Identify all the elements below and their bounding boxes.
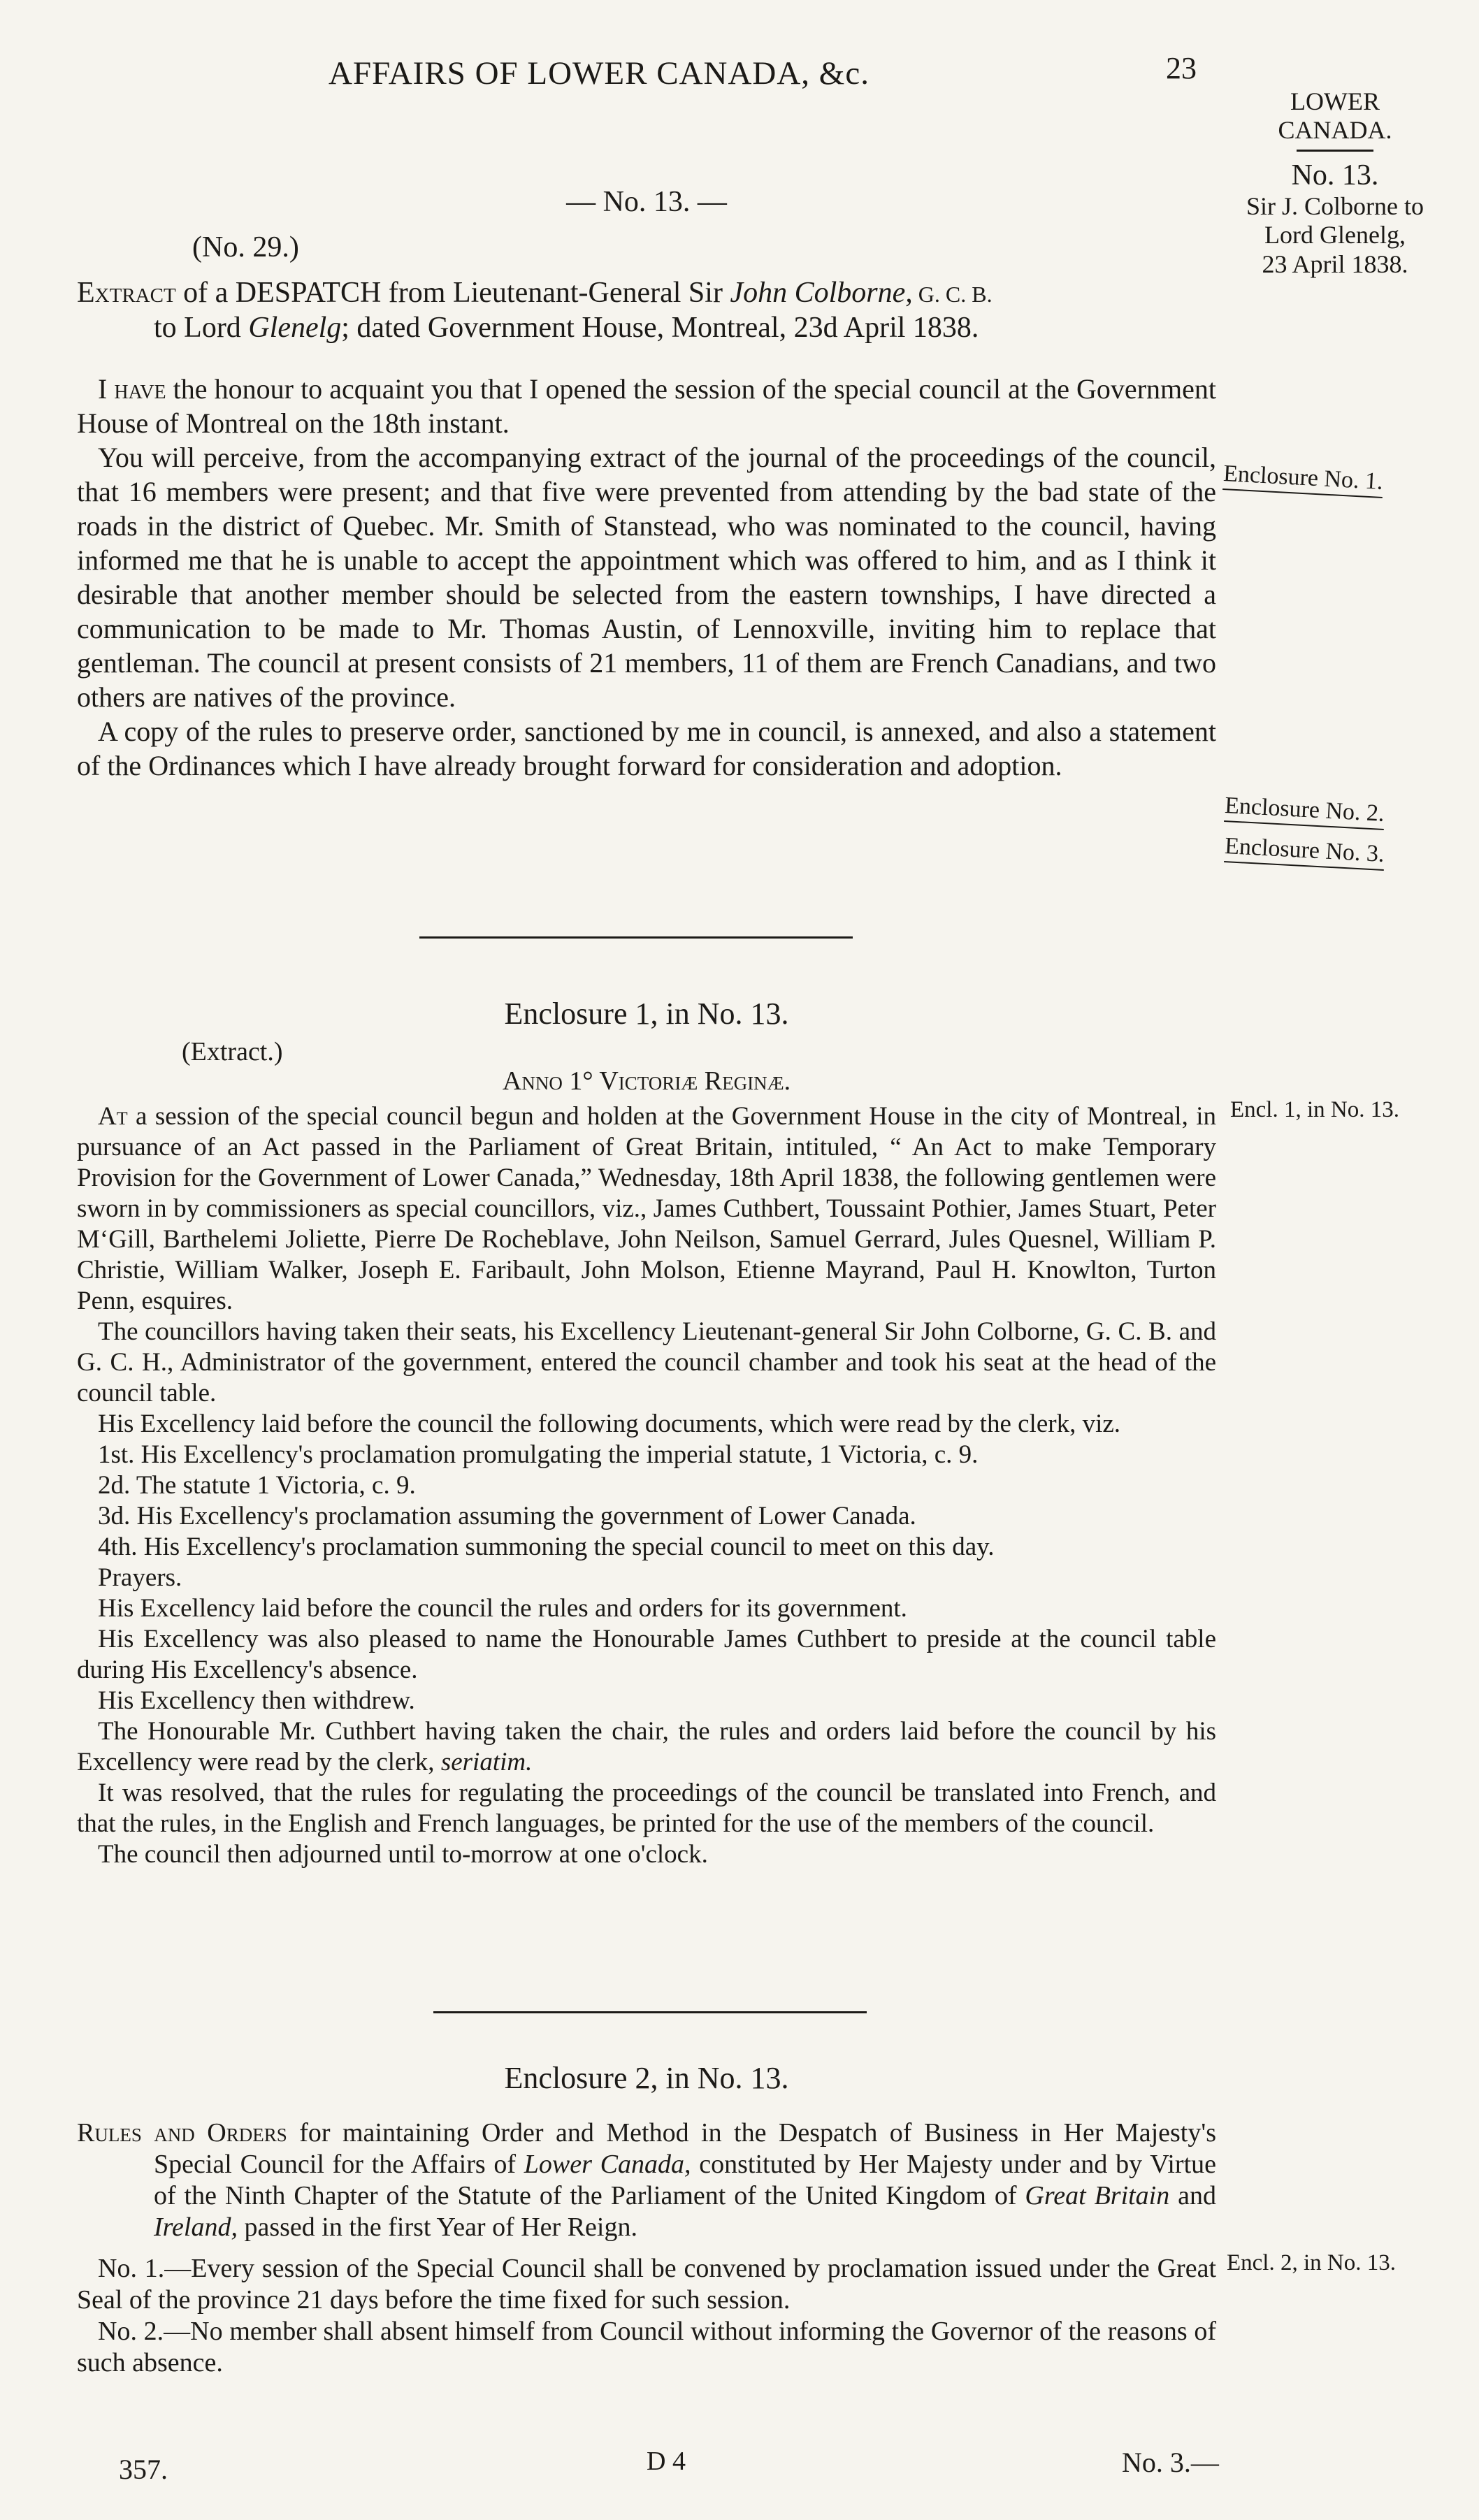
title-line2c: ; dated Government House, Montreal, 23d April 1838. <box>341 312 979 344</box>
documents-list <box>77 1440 1216 1563</box>
encl1-p8: It was resolved, that the rules for regulating the proceedings of the council be translated into French, and that the rules, in the English and French languages, be printed for the use of the members of the council. <box>77 1779 1216 1838</box>
rules-intro-e: and <box>1169 2181 1217 2210</box>
anno-line: Anno 1° Victoriæ Reginæ. <box>502 1066 791 1096</box>
enclosure-2-heading: Enclosure 2, in No. 13. <box>504 2061 789 2095</box>
despatch-number: (No. 29.) <box>192 231 299 263</box>
enclosure-2-body <box>77 2117 1216 2379</box>
margin-enclosure-2: Enclosure No. 2. <box>1225 797 1385 826</box>
encl1-p7b: seriatim. <box>440 1748 533 1776</box>
signature-mark: D 4 <box>647 2447 686 2476</box>
list-item: 1st. His Excellency's proclamation promulgating the imperial statute, 1 Victoria, c. 9. <box>98 1440 979 1469</box>
margin-ref-1: Sir J. Colborne to <box>1246 192 1424 221</box>
despatch-heading: — No. 13. — <box>566 186 727 218</box>
footer-number: 357. <box>119 2454 168 2485</box>
margin-lower: LOWER <box>1290 87 1380 115</box>
section-rule-1 <box>419 936 853 939</box>
enclosure-1-body <box>77 1101 1216 1870</box>
title-line1: of a DESPATCH from Lieutenant-General Sir <box>175 277 730 309</box>
encl1-p3: His Excellency laid before the council the following documents, which were read by the clerk, viz. <box>98 1410 1121 1438</box>
despatch-p2: You will perceive, from the accompanying extract of the journal of the proceedings of the council, that 16 members were present; and that five were prevented from attending by the bad state of the roads in the district of Quebec. Mr. Smith of Stanstead, who was nominated to the council, having informed me that he is unable to accept the appointment which was offered to him, and as I think it desirable that another member should be selected from the eastern townships, I have directed a communication to be made to Mr. Thomas Austin, of Lennoxville, inviting him to replace that gentleman. The council at present consists of 21 members, 11 of them are French Canadians, and two others are natives of the province. <box>77 442 1216 713</box>
despatch-p3: A copy of the rules to preserve order, sanctioned by me in council, is annexed, and also a statement of the Ordinances which I have already brought forward for consideration and adoption. <box>77 716 1216 781</box>
running-head: AFFAIRS OF LOWER CANADA, &c. <box>329 55 870 92</box>
title-gcb: G. C. B. <box>912 282 993 307</box>
encl1-p7a: The Honourable Mr. Cuthbert having taken the chair, the rules and orders laid before the council by his Excellency were read by the clerk, <box>77 1717 1216 1776</box>
margin-enclosure-1: Enclosure No. 1. <box>1223 465 1383 494</box>
page-number: 23 <box>1166 51 1197 85</box>
encl1-lead: At <box>98 1102 128 1131</box>
list-item: 4th. His Excellency's proclamation summoning the special council to meet on this day. <box>98 1533 995 1561</box>
margin-encl-1: Encl. 1, in No. 13. <box>1230 1097 1399 1122</box>
margin-no: No. 13. <box>1291 159 1379 191</box>
encl1-prayers: Prayers. <box>98 1563 182 1592</box>
rules-intro-g: passed in the first Year of Her Reign. <box>237 2213 637 2242</box>
margin-ref-2: Lord Glenelg, <box>1264 221 1406 249</box>
title-lead: Extract <box>77 277 176 309</box>
title-name: John Colborne, <box>730 277 913 309</box>
section-rule-2 <box>433 2011 867 2013</box>
margin-enclosure-3: Enclosure No. 3. <box>1225 837 1385 867</box>
catchword: No. 3.— <box>1122 2447 1219 2478</box>
despatch-p1: the honour to acquaint you that I opened the session of the special council at the Government House of Montreal on the 18th instant. <box>77 373 1216 439</box>
margin-ref-3: 23 April 1838. <box>1262 249 1408 278</box>
enclosure-1-heading: Enclosure 1, in No. 13. <box>504 997 789 1031</box>
encl1-p9: The council then adjourned until to-morrow at one o'clock. <box>98 1840 708 1869</box>
margin-encl-2: Encl. 2, in No. 13. <box>1227 2250 1396 2275</box>
rules-intro-f: Ireland, <box>154 2213 238 2242</box>
rules-lead: Rules and Orders <box>77 2118 287 2148</box>
title-line2b: Glenelg <box>248 312 342 344</box>
rules-intro-c: constituted by Her Majesty under and by Virtue of the Ninth Chapter of the Statute of the Parliament of the United Kingdom of <box>154 2150 1216 2210</box>
enclosure-1-extract: (Extract.) <box>182 1037 283 1066</box>
margin-region <box>1220 87 1450 279</box>
encl1-p5: His Excellency was also pleased to name the Honourable James Cuthbert to preside at the council table during His Excellency's absence. <box>77 1625 1216 1684</box>
despatch-title <box>77 276 1223 345</box>
encl1-p1: a session of the special council begun and holden at the Government House in the city of Montreal, in pursuance of an Act passed in the Parliament of Great Britain, intituled, “ An Act to make Temporary Provision for the Government of Lower Canada,” Wednesday, 18th April 1838, the following gentlemen were sworn in by commissioners as special councillors, viz., James Cuthbert, Toussaint Pothier, James Stuart, Peter M‘Gill, Barthelemi Joliette, Pierre De Rocheblave, John Neilson, Samuel Gerrard, Jules Quesnel, William P. Christie, William Walker, Joseph E. Faribault, John Molson, Etienne Mayrand, Paul H. Knowlton, Turton Penn, esquires. <box>77 1102 1216 1315</box>
list-item: 2d. The statute 1 Victoria, c. 9. <box>98 1471 416 1500</box>
rules-intro-b: Lower Canada, <box>524 2150 691 2179</box>
encl1-p2: The councillors having taken their seats, his Excellency Lieutenant-general Sir John Colborne, G. C. B. and G. C. H., Administrator of the government, entered the council chamber and took his seat at the head of the council table. <box>77 1317 1216 1407</box>
p1-lead: I have <box>98 373 166 405</box>
rule-2: No. 2.—No member shall absent himself from Council without informing the Governor of the reasons of such absence. <box>77 2317 1216 2377</box>
encl1-p6: His Excellency then withdrew. <box>98 1686 415 1715</box>
margin-canada: CANADA. <box>1278 116 1392 145</box>
rules-intro-a: for maintaining Order and Method in the Despatch of Business in Her Majesty's Special Council for the Affairs of <box>154 2118 1216 2179</box>
rule-1: No. 1.—Every session of the Special Council shall be convened by proclamation issued under the Great Seal of the province 21 days before the time fixed for such session. <box>77 2254 1216 2315</box>
title-line2a: to Lord <box>154 312 249 344</box>
rules-intro-d: Great Britain <box>1025 2181 1170 2210</box>
despatch-body <box>77 372 1216 783</box>
encl1-p4: His Excellency laid before the council the rules and orders for its government. <box>98 1594 907 1623</box>
list-item: 3d. His Excellency's proclamation assuming the government of Lower Canada. <box>98 1502 916 1530</box>
margin-rule <box>1297 150 1373 152</box>
